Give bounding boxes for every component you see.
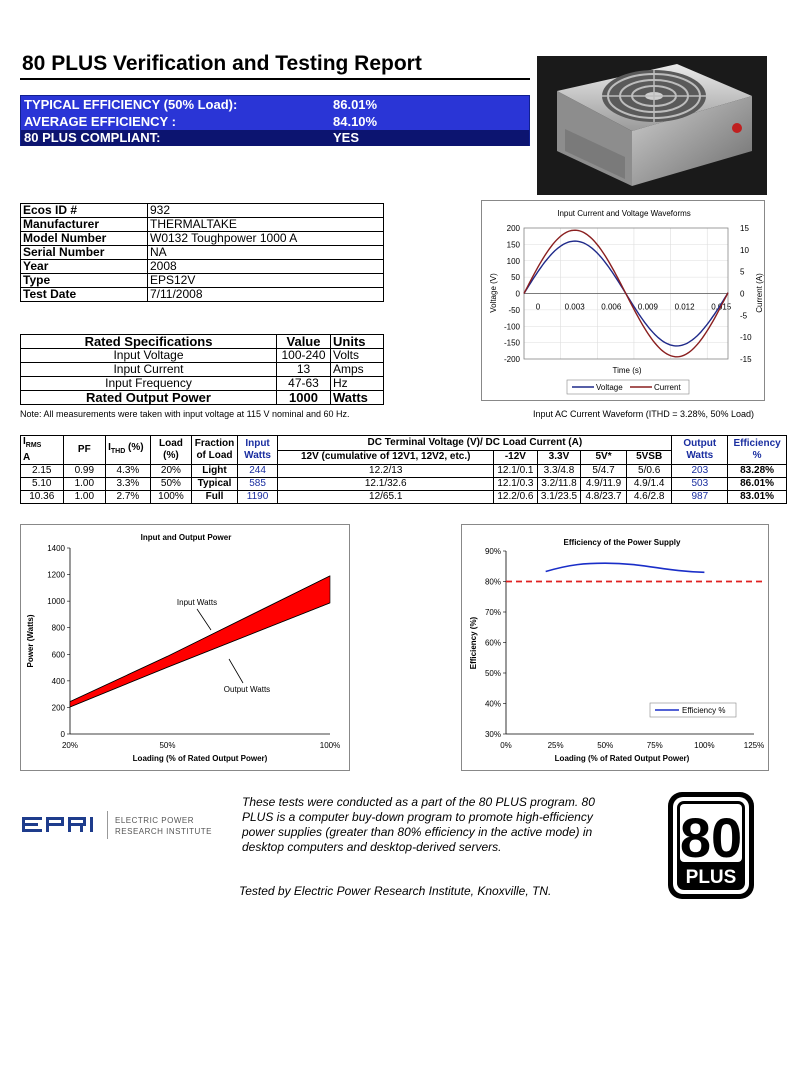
y-tick-label: 90% bbox=[484, 547, 501, 556]
cell-input-watts: 244 bbox=[237, 465, 278, 478]
x-axis-label: Time (s) bbox=[612, 366, 642, 375]
cell-output-watts: 203 bbox=[672, 465, 728, 478]
info-label: Year bbox=[21, 260, 148, 274]
cell-neg12v: 12.1/0.1 bbox=[494, 465, 538, 478]
spec-value: 100-240 bbox=[277, 349, 331, 363]
cell-fraction: Full bbox=[192, 491, 238, 504]
cell-ithd: 2.7% bbox=[106, 491, 151, 504]
cell-efficiency: 83.01% bbox=[728, 491, 787, 504]
table-row bbox=[21, 478, 787, 491]
spec-name: Input Frequency bbox=[21, 377, 277, 391]
cell-output-watts: 503 bbox=[672, 478, 728, 491]
header-text: (%) bbox=[163, 450, 179, 461]
y-tick-label: 200 bbox=[51, 703, 65, 713]
cell-efficiency: 83.28% bbox=[728, 465, 787, 478]
summary-value: 84.10% bbox=[333, 114, 378, 129]
spec-unit: Watts bbox=[331, 391, 384, 405]
y2-tick-label: -5 bbox=[740, 311, 748, 321]
cell-input-watts: 1190 bbox=[237, 491, 278, 504]
cell-12v: 12/65.1 bbox=[278, 491, 494, 504]
table-row bbox=[21, 232, 384, 246]
header-text: Efficiency bbox=[733, 438, 781, 449]
y-tick-label: 150 bbox=[506, 240, 520, 250]
cell-neg12v: 12.1/0.3 bbox=[494, 478, 538, 491]
table-row bbox=[21, 391, 384, 405]
legend-label: Current bbox=[654, 383, 681, 392]
load-test-table bbox=[20, 435, 787, 504]
x-tick-label: 100% bbox=[319, 741, 341, 750]
efficiency-line bbox=[546, 563, 705, 572]
table-header-row bbox=[21, 436, 787, 451]
power-chart-svg bbox=[21, 525, 351, 772]
epri-logo bbox=[22, 808, 212, 842]
y2-tick-label: 15 bbox=[740, 224, 749, 233]
y2-tick-label: -15 bbox=[740, 355, 752, 364]
table-row bbox=[21, 260, 384, 274]
cell-fraction: Light bbox=[192, 465, 238, 478]
cell-5vsb: 5/0.6 bbox=[626, 465, 672, 478]
spec-unit: Amps bbox=[331, 363, 384, 377]
table-row bbox=[21, 218, 384, 232]
header-text: Output bbox=[683, 438, 717, 449]
info-value: 932 bbox=[148, 204, 384, 218]
header-text: of Load bbox=[196, 450, 233, 461]
column-header-input-watts bbox=[237, 436, 278, 465]
table-row bbox=[21, 465, 787, 478]
y-tick-label: -50 bbox=[508, 305, 520, 315]
cell-output-watts: 987 bbox=[672, 491, 728, 504]
efficiency-chart-svg bbox=[462, 525, 770, 772]
cell-ithd: 4.3% bbox=[106, 465, 151, 478]
cell-neg12v: 12.2/0.6 bbox=[494, 491, 538, 504]
info-label: Manufacturer bbox=[21, 218, 148, 232]
annotation-arrow bbox=[197, 609, 211, 630]
info-value: W0132 Toughpower 1000 A bbox=[148, 232, 384, 246]
table-row bbox=[21, 491, 787, 504]
psu-photo bbox=[537, 56, 767, 195]
chart-title: Efficiency of the Power Supply bbox=[563, 538, 681, 547]
y-tick-label: 100 bbox=[506, 256, 520, 266]
legend-label: Voltage bbox=[596, 383, 623, 392]
cell-efficiency: 86.01% bbox=[728, 478, 787, 491]
column-header-pf: PF bbox=[63, 436, 106, 465]
y-tick-label: 0 bbox=[515, 289, 520, 299]
info-value: 7/11/2008 bbox=[148, 288, 384, 302]
cell-load: 50% bbox=[150, 478, 192, 491]
column-header-efficiency bbox=[728, 436, 787, 465]
y-tick-label: 600 bbox=[51, 650, 65, 660]
info-label: Serial Number bbox=[21, 246, 148, 260]
x-tick-label: 0.003 bbox=[564, 302, 585, 312]
column-header-fraction bbox=[192, 436, 238, 465]
x-tick-label: 0.006 bbox=[601, 302, 622, 312]
x-tick-label: 125% bbox=[743, 741, 765, 750]
column-header-dc: DC Terminal Voltage (V)/ DC Load Current (A) bbox=[278, 436, 672, 451]
x-tick-label: 0.009 bbox=[637, 302, 658, 312]
header-text: (%) bbox=[125, 442, 144, 453]
cell-irms: 10.36 bbox=[21, 491, 64, 504]
header-text: Load bbox=[158, 438, 183, 449]
summary-label: AVERAGE EFFICIENCY : bbox=[24, 114, 176, 129]
y-tick-label: -150 bbox=[503, 338, 520, 348]
cell-12v: 12.1/32.6 bbox=[278, 478, 494, 491]
x-tick-label: 0.015 bbox=[711, 302, 732, 312]
cell-3v3: 3.2/11.8 bbox=[537, 478, 581, 491]
header-text: I bbox=[23, 436, 26, 447]
efficiency-summary bbox=[20, 95, 530, 146]
output-watts-line bbox=[70, 603, 330, 707]
info-value: THERMALTAKE bbox=[148, 218, 384, 232]
rail-header: -12V bbox=[494, 450, 538, 465]
cell-5v: 4.8/23.7 bbox=[581, 491, 627, 504]
cell-5vsb: 4.9/1.4 bbox=[626, 478, 672, 491]
rail-header: 5V* bbox=[581, 450, 627, 465]
x-tick-label: 100% bbox=[694, 741, 715, 750]
header-text: I bbox=[108, 442, 111, 453]
cell-5vsb: 4.6/2.8 bbox=[626, 491, 672, 504]
column-header: Rated Specifications bbox=[21, 335, 277, 349]
column-header: Units bbox=[331, 335, 384, 349]
y-tick-label: 30% bbox=[484, 730, 501, 739]
legend-label: Efficiency % bbox=[682, 706, 726, 715]
y2-tick-label: 10 bbox=[740, 245, 749, 255]
y-tick-label: 400 bbox=[51, 676, 65, 686]
table-header-row bbox=[21, 335, 384, 349]
cell-12v: 12.2/13 bbox=[278, 465, 494, 478]
spec-unit: Hz bbox=[331, 377, 384, 391]
product-info-table bbox=[20, 203, 384, 302]
x-tick-label: 0 bbox=[535, 302, 541, 312]
annotation-label: Input Watts bbox=[176, 598, 218, 607]
cell-ithd: 3.3% bbox=[106, 478, 151, 491]
waveform-chart-svg bbox=[482, 201, 766, 402]
header-text: Watts bbox=[244, 450, 271, 461]
80plus-logo bbox=[666, 790, 756, 901]
header-sub: RMS bbox=[25, 442, 42, 449]
header-text: Watts bbox=[686, 450, 714, 461]
info-label: Ecos ID # bbox=[21, 204, 148, 218]
column-header: Value bbox=[277, 335, 331, 349]
y-tick-label: 50 bbox=[511, 273, 520, 283]
header-text: % bbox=[752, 450, 762, 461]
waveform-caption: Input AC Current Waveform (ITHD = 3.28%, 50% Load) bbox=[533, 409, 755, 419]
program-description: These tests were conducted as a part of the 80 PLUS program. 80 PLUS is a computer buy-down program to promote high-efficiency power supplies (greater than 80% efficiency in the active mode) in desktop computers and desktop-derived servers. bbox=[242, 795, 595, 854]
column-header-output-watts bbox=[672, 436, 728, 465]
cell-load: 20% bbox=[150, 465, 192, 478]
spec-name: Input Voltage bbox=[21, 349, 277, 363]
rated-specs-table bbox=[20, 334, 384, 405]
cell-irms: 5.10 bbox=[21, 478, 64, 491]
waveform-chart bbox=[481, 200, 765, 401]
column-header-irms bbox=[21, 436, 64, 465]
y-tick-label: 50% bbox=[484, 669, 501, 678]
chart-title: Input Current and Voltage Waveforms bbox=[557, 209, 691, 218]
header-text: A bbox=[23, 452, 31, 463]
summary-value: YES bbox=[333, 130, 360, 145]
info-label: Test Date bbox=[21, 288, 148, 302]
cell-irms: 2.15 bbox=[21, 465, 64, 478]
table-row bbox=[21, 363, 384, 377]
table-row bbox=[21, 288, 384, 302]
annotation-label: Output Watts bbox=[223, 685, 271, 694]
info-value: EPS12V bbox=[148, 274, 384, 288]
y-tick-label: 60% bbox=[484, 638, 501, 648]
table-row bbox=[21, 204, 384, 218]
spec-value: 1000 bbox=[277, 391, 331, 405]
y-tick-label: -200 bbox=[503, 355, 520, 364]
y-tick-label: 40% bbox=[484, 699, 501, 709]
title-rule bbox=[20, 78, 530, 80]
y2-tick-label: -10 bbox=[740, 333, 752, 343]
summary-value: 86.01% bbox=[333, 97, 378, 112]
summary-label: TYPICAL EFFICIENCY (50% Load): bbox=[24, 97, 238, 112]
logo-word: PLUS bbox=[685, 867, 737, 888]
table-row bbox=[21, 377, 384, 391]
summary-row bbox=[21, 130, 529, 146]
measurement-note: Note: All measurements were taken with input voltage at 115 V nominal and 60 Hz. bbox=[20, 409, 350, 419]
x-tick-label: 0.012 bbox=[674, 302, 695, 312]
info-value: NA bbox=[148, 246, 384, 260]
x-tick-label: 25% bbox=[547, 741, 564, 750]
column-header-load bbox=[150, 436, 192, 465]
cell-3v3: 3.3/4.8 bbox=[537, 465, 581, 478]
spec-name: Input Current bbox=[21, 363, 277, 377]
spec-value: 13 bbox=[277, 363, 331, 377]
input-watts-line bbox=[70, 576, 330, 702]
cell-pf: 1.00 bbox=[63, 491, 106, 504]
epri-text: ELECTRIC POWER bbox=[115, 816, 195, 825]
cell-pf: 0.99 bbox=[63, 465, 106, 478]
y-axis-label: Voltage (V) bbox=[489, 273, 498, 313]
logo-number: 80 bbox=[679, 806, 743, 869]
y-tick-label: 70% bbox=[484, 608, 501, 617]
header-sub: THD bbox=[110, 448, 126, 455]
column-header-ithd bbox=[106, 436, 151, 465]
y-tick-label: 800 bbox=[51, 623, 65, 633]
rail-header: 3.3V bbox=[537, 450, 581, 465]
spec-name: Rated Output Power bbox=[21, 391, 277, 405]
info-label: Type bbox=[21, 274, 148, 288]
cell-input-watts: 585 bbox=[237, 478, 278, 491]
summary-label: 80 PLUS COMPLIANT: bbox=[24, 130, 161, 145]
x-tick-label: 0% bbox=[500, 741, 512, 750]
table-row bbox=[21, 349, 384, 363]
page-title: 80 PLUS Verification and Testing Report bbox=[22, 52, 422, 75]
header-text: Input bbox=[245, 438, 270, 449]
x-tick-label: 50% bbox=[597, 741, 614, 750]
table-row bbox=[21, 274, 384, 288]
annotation-arrow bbox=[229, 659, 243, 683]
y-axis-label: Power (Watts) bbox=[26, 614, 35, 668]
y-tick-label: 80% bbox=[484, 577, 501, 587]
cell-5v: 4.9/11.9 bbox=[581, 478, 627, 491]
power-chart bbox=[20, 524, 350, 771]
spec-unit: Volts bbox=[331, 349, 384, 363]
tested-by: Tested by Electric Power Research Institute, Knoxville, TN. bbox=[239, 884, 552, 898]
chart-title: Input and Output Power bbox=[140, 533, 232, 542]
cell-3v3: 3.1/23.5 bbox=[537, 491, 581, 504]
info-label: Model Number bbox=[21, 232, 148, 246]
x-tick-label: 50% bbox=[159, 741, 176, 750]
header-text: Fraction bbox=[194, 438, 235, 449]
rail-header: 12V (cumulative of 12V1, 12V2, etc.) bbox=[278, 450, 494, 465]
table-row bbox=[21, 246, 384, 260]
x-axis-label: Loading (% of Rated Output Power) bbox=[132, 754, 268, 763]
spec-value: 47-63 bbox=[277, 377, 331, 391]
y-tick-label: 200 bbox=[506, 224, 520, 233]
y-axis-label: Efficiency (%) bbox=[469, 616, 478, 670]
y2-tick-label: 0 bbox=[740, 289, 745, 299]
cell-5v: 5/4.7 bbox=[581, 465, 627, 478]
efficiency-chart bbox=[461, 524, 769, 771]
cell-load: 100% bbox=[150, 491, 192, 504]
info-value: 2008 bbox=[148, 260, 384, 274]
x-tick-label: 75% bbox=[646, 741, 663, 750]
y-tick-label: -100 bbox=[503, 322, 520, 332]
y-tick-label: 1000 bbox=[47, 597, 65, 607]
y-tick-label: 1200 bbox=[47, 570, 65, 580]
epri-text: RESEARCH INSTITUTE bbox=[115, 827, 212, 836]
x-axis-label: Loading (% of Rated Output Power) bbox=[554, 754, 690, 763]
y-tick-label: 1400 bbox=[47, 544, 65, 553]
y-tick-label: 0 bbox=[60, 730, 65, 739]
summary-row bbox=[21, 97, 529, 113]
cell-fraction: Typical bbox=[192, 478, 238, 491]
summary-row bbox=[21, 114, 529, 130]
y2-axis-label: Current (A) bbox=[755, 273, 764, 313]
y2-tick-label: 5 bbox=[740, 267, 745, 277]
x-tick-label: 20% bbox=[61, 741, 79, 750]
rail-header: 5VSB bbox=[626, 450, 672, 465]
cell-pf: 1.00 bbox=[63, 478, 106, 491]
